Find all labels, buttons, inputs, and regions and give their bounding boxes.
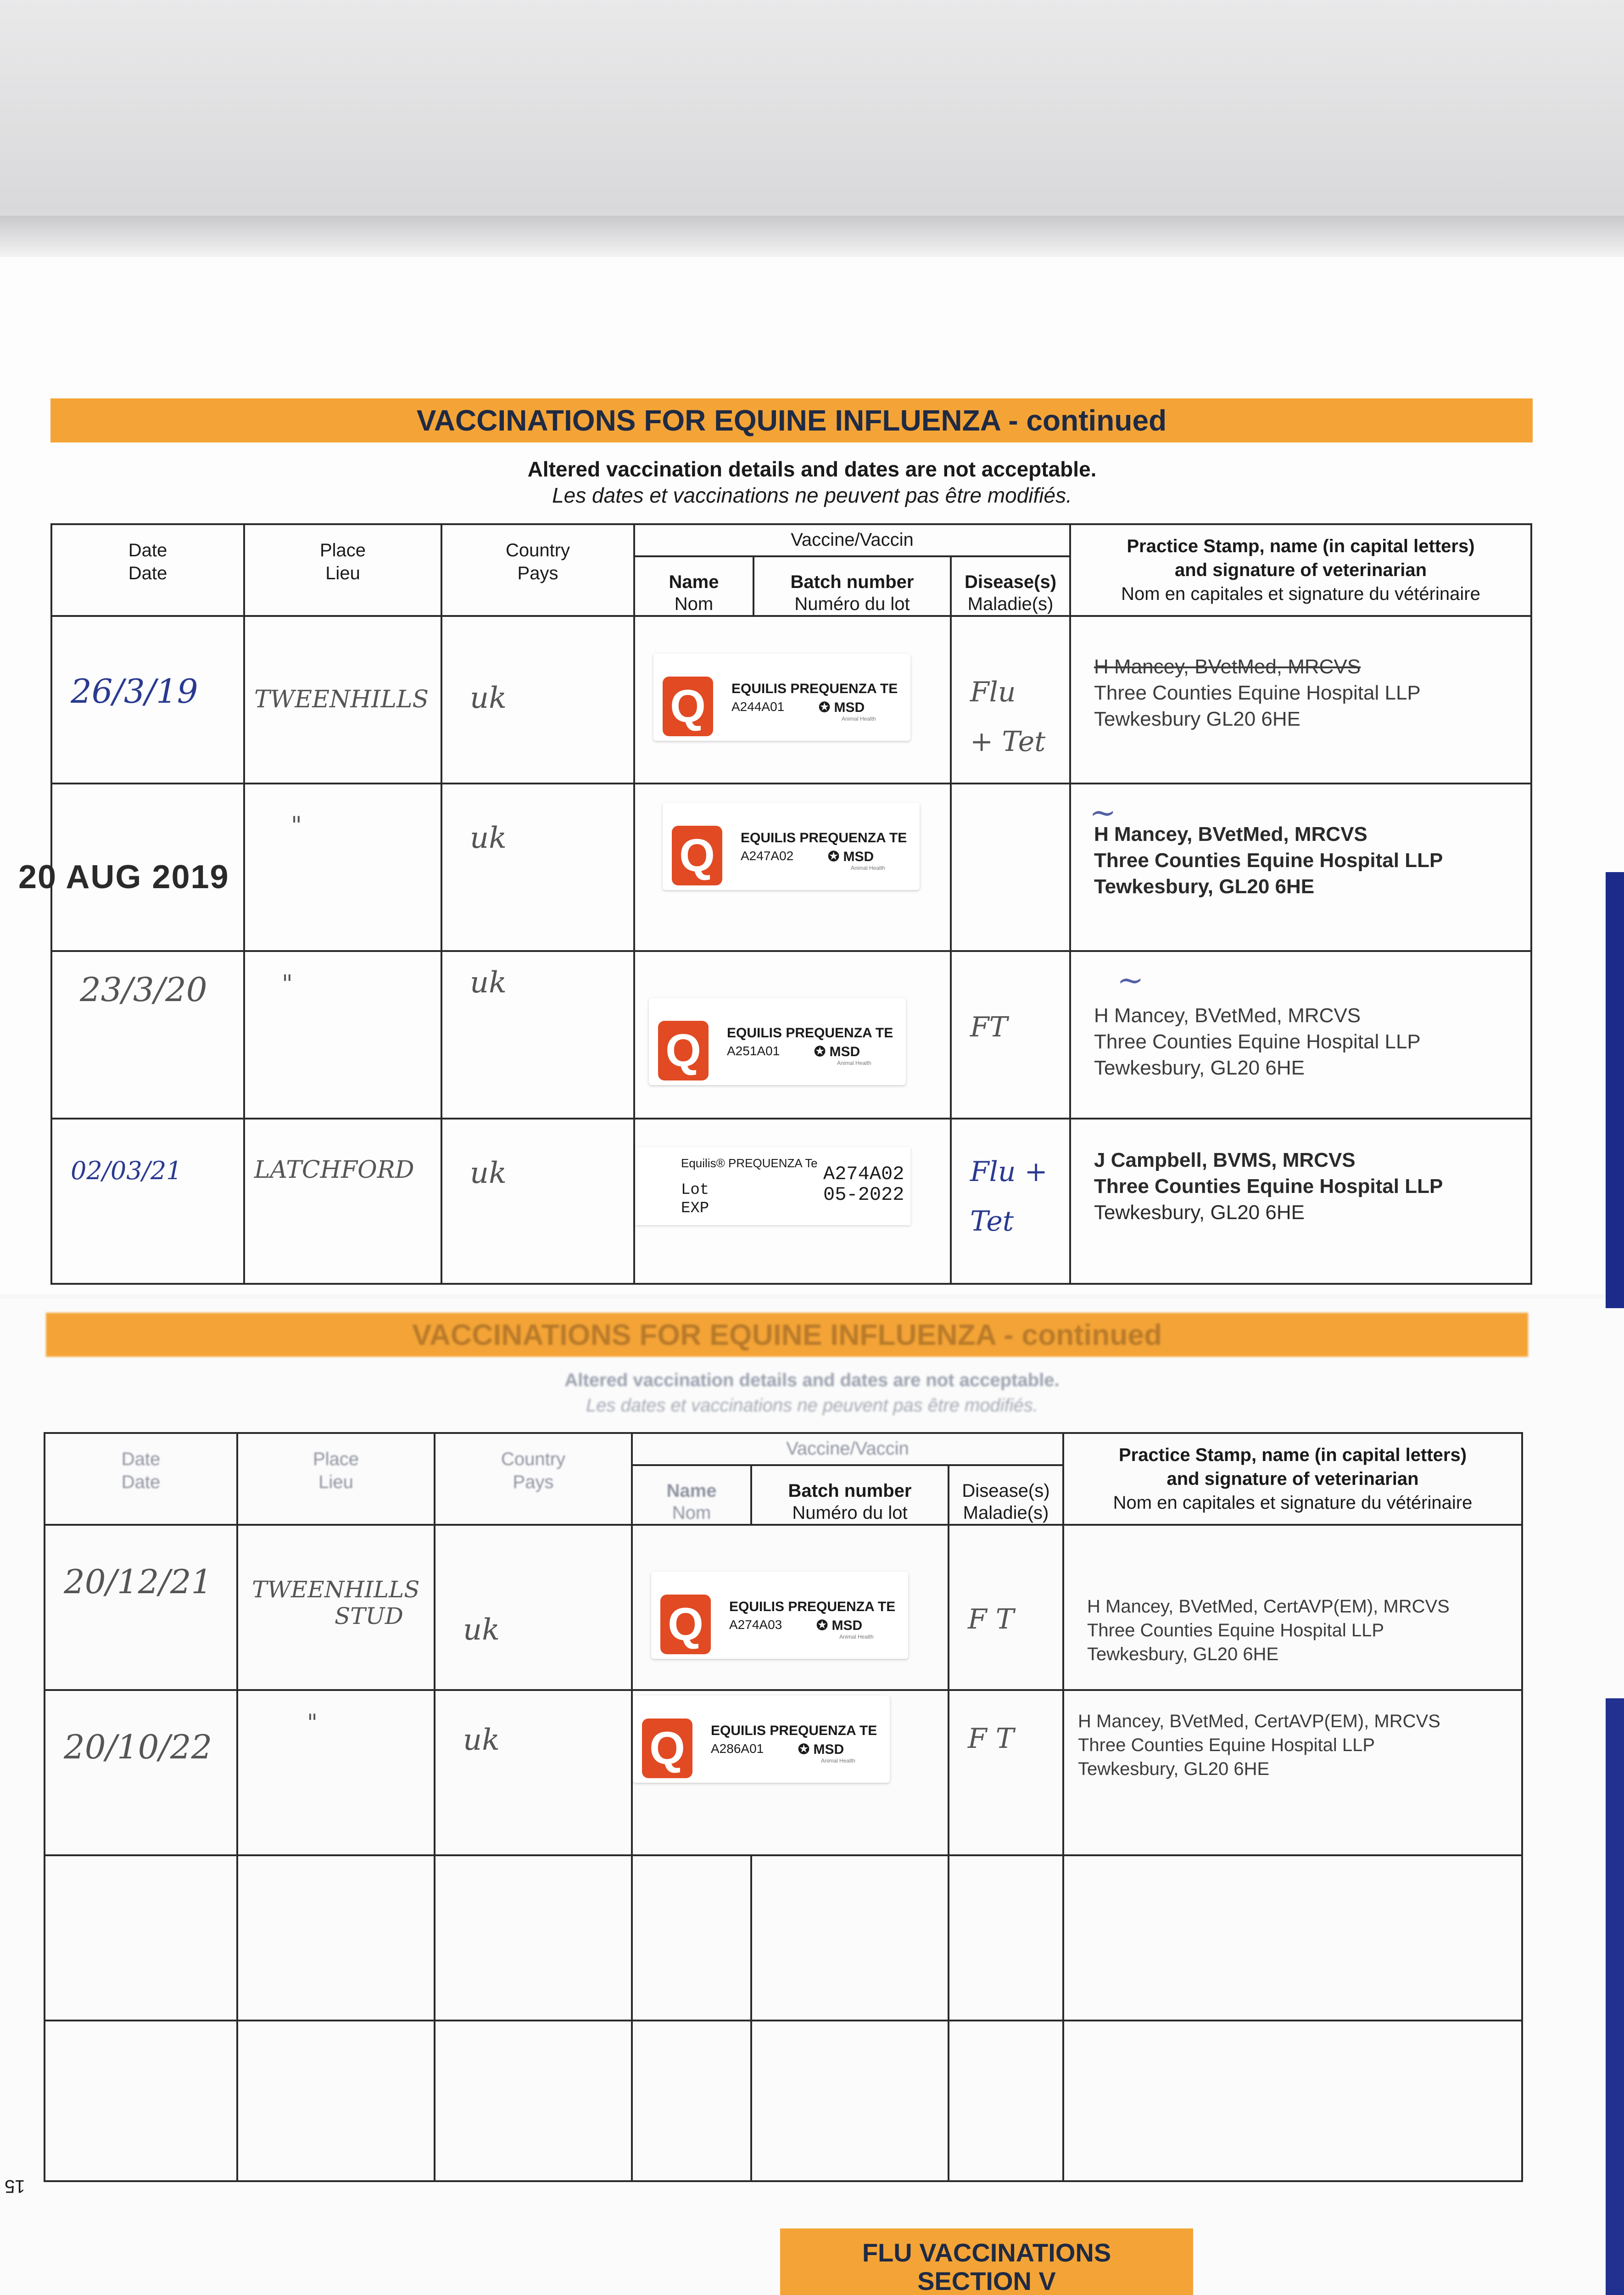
stamp-vet-name: H Mancey, BVetMed, CertAVP(EM), MRCVS (1078, 1711, 1440, 1731)
disease-line: FT (970, 1011, 1008, 1043)
vet-signature: ~ (1117, 961, 1144, 999)
vaccine-sticker (651, 1572, 908, 1659)
vaccine-name: EQUILIS PREQUENZA TE (731, 681, 898, 696)
vaccine-sticker (635, 1147, 910, 1225)
disease-cell (951, 951, 1070, 1119)
scanner-background (0, 0, 1624, 298)
disease-cell (951, 616, 1070, 784)
disease-cell (951, 1119, 1070, 1284)
vaccination-table-page-1 (50, 523, 1532, 1285)
header-batch: Batch number Numéro du lot (753, 556, 951, 616)
header-vaccine: Vaccine/Vaccin (632, 1433, 1063, 1465)
vaccination-date: 20/12/21 (45, 1525, 237, 1690)
vaccination-place: " (244, 951, 441, 1119)
page-number: 15 (5, 2176, 25, 2196)
stamp-cell (1063, 1525, 1522, 1690)
disease-cell (951, 784, 1070, 951)
disease-cell (949, 1525, 1063, 1690)
batch-number: A247A02 (741, 849, 794, 863)
page-fold-shadow (0, 216, 1624, 257)
msd-subtitle: Animal Health (839, 1634, 874, 1640)
table-row (45, 1690, 1522, 1855)
stamp-address: Tewkesbury, GL20 6HE (1078, 1759, 1270, 1779)
exp-label: EXP (681, 1200, 709, 1217)
vaccine-name: EQUILIS PREQUENZA TE (711, 1723, 877, 1738)
book-edge (1606, 1698, 1624, 2295)
stamp-vet-name: J Campbell, BVMS, MRCVS (1094, 1149, 1356, 1171)
stamp-practice: Three Counties Equine Hospital LLP (1087, 1620, 1384, 1640)
vaccine-sticker (653, 654, 910, 741)
stamp-address: Tewkesbury, GL20 6HE (1094, 1057, 1305, 1080)
header-date: Date Date (45, 1433, 237, 1525)
stamp-cell (1063, 1690, 1522, 1855)
vaccine-label-cell (634, 951, 951, 1119)
vaccine-name: EQUILIS PREQUENZA TE (727, 1025, 893, 1041)
prequenza-logo-icon: Q (658, 1021, 709, 1080)
stamp-vet-name: H Mancey, BVetMed, CertAVP(EM), MRCVS (1087, 1596, 1450, 1617)
vaccination-country: uk (441, 616, 634, 784)
empty-cell (45, 1855, 237, 2021)
vaccine-name: Equilis® PREQUENZA Te (681, 1156, 818, 1170)
prequenza-logo-icon: Q (663, 677, 713, 736)
empty-cell (949, 1855, 1063, 2021)
vaccine-label-cell (634, 784, 951, 951)
stamp-address: Tewkesbury, GL20 6HE (1087, 1644, 1279, 1664)
msd-logo-icon: ✪ MSD (798, 1742, 844, 1757)
form-title-banner (46, 1313, 1528, 1357)
vet-signature: ~ (1089, 794, 1116, 831)
section-footer (780, 2228, 1193, 2295)
vaccine-label-cell (634, 616, 951, 784)
lot-label: Lot (681, 1181, 709, 1199)
table-row (45, 2021, 1522, 2181)
notice-english: Altered vaccination details and dates are not acceptable. (564, 1370, 1060, 1390)
empty-cell (632, 1855, 751, 2021)
table-row (51, 616, 1531, 784)
vaccination-date: 26/3/19 (51, 616, 244, 784)
notice-french: Les dates et vaccinations ne peuvent pas être modifiés. (586, 1395, 1038, 1416)
disease-line: Flu + (970, 1156, 1048, 1188)
empty-cell (632, 2021, 751, 2181)
vaccination-table-page-2 (44, 1432, 1523, 2182)
header-disease: Disease(s) Maladie(s) (949, 1465, 1063, 1525)
stamp-cell (1070, 1119, 1531, 1284)
stamp-address: Tewkesbury GL20 6HE (1094, 708, 1300, 731)
disease-line: + Tet (970, 726, 1046, 758)
batch-number: A251A01 (727, 1044, 780, 1058)
vaccine-label-cell (632, 1525, 949, 1690)
table-row (51, 1119, 1531, 1284)
batch-number: A244A01 (731, 700, 785, 714)
table-row (45, 1525, 1522, 1690)
header-date: Date Date (51, 524, 244, 616)
vaccination-place: TWEENHILLS (244, 616, 441, 784)
footer-line: SECTION V (917, 2266, 1056, 2295)
place-line: TWEENHILLS (252, 1576, 420, 1603)
table-row (51, 784, 1531, 951)
disease-line: F T (968, 1603, 1014, 1635)
stamp-practice: Three Counties Equine Hospital LLP (1094, 682, 1421, 705)
vaccination-place: " (244, 784, 441, 951)
form-title-banner (50, 398, 1533, 442)
empty-cell (751, 1855, 949, 2021)
empty-cell (435, 1855, 632, 2021)
vaccine-name: EQUILIS PREQUENZA TE (741, 830, 907, 845)
header-country: Country Pays (435, 1433, 632, 1525)
vaccine-sticker (663, 803, 920, 890)
vet-stamp (1078, 1709, 1440, 1781)
vaccination-place: LATCHFORD (244, 1119, 441, 1284)
header-name: Name Nom (634, 556, 753, 616)
empty-cell (949, 2021, 1063, 2181)
vaccination-country: uk (441, 784, 634, 951)
vet-stamp (1094, 1002, 1421, 1081)
footer-line: FLU VACCINATIONS (862, 2238, 1111, 2267)
msd-subtitle: Animal Health (821, 1758, 855, 1764)
stamp-vet-name: H Mancey, BVetMed, MRCVS (1094, 823, 1367, 845)
disease-line: F T (968, 1723, 1014, 1755)
header-place: Place Lieu (244, 524, 441, 616)
empty-cell (751, 2021, 949, 2181)
header-country: Country Pays (441, 524, 634, 616)
stamp-cell (1070, 784, 1531, 951)
empty-cell (1063, 2021, 1522, 2181)
stamp-practice: Three Counties Equine Hospital LLP (1078, 1735, 1375, 1755)
header-batch: Batch number Numéro du lot (751, 1465, 949, 1525)
vaccination-date: 23/3/20 (51, 951, 244, 1119)
date-received-stamp: 20 AUG 2019 (18, 859, 229, 896)
table-row (51, 951, 1531, 1119)
vaccination-place (237, 1525, 435, 1690)
header-vaccine: Vaccine/Vaccin (634, 524, 1070, 556)
vaccination-country: uk (441, 1119, 634, 1284)
disease-line: Tet (970, 1205, 1014, 1237)
prequenza-logo-icon: Q (660, 1595, 711, 1654)
stamp-vet-name: H Mancey, BVetMed, MRCVS (1094, 1004, 1361, 1027)
stamp-cell (1070, 951, 1531, 1119)
disease-line: Flu (970, 676, 1016, 708)
vaccination-country: uk (441, 951, 634, 1119)
empty-cell (435, 2021, 632, 2181)
prequenza-logo-icon: Q (672, 826, 722, 885)
batch-number: A274A03 (729, 1618, 782, 1632)
header-practice-stamp: Practice Stamp, name (in capital letters) and signature of veterinarian Nom en capitales et signature du vétérinaire (1070, 524, 1531, 616)
prequenza-logo-icon: Q (642, 1718, 692, 1778)
form-title: VACCINATIONS FOR EQUINE INFLUENZA - continued (416, 404, 1167, 437)
book-edge (1606, 872, 1624, 1308)
table-row (45, 1855, 1522, 2021)
msd-logo-icon: ✪ MSD (828, 849, 874, 864)
batch-number: A286A01 (711, 1741, 764, 1756)
stamp-practice: Three Counties Equine Hospital LLP (1094, 1030, 1421, 1053)
stamp-cell (1070, 616, 1531, 784)
place-line: " (307, 1709, 318, 1736)
notice-french: Les dates et vaccinations ne peuvent pas être modifiés. (552, 483, 1072, 507)
header-practice-stamp: Practice Stamp, name (in capital letters) and signature of veterinarian Nom en capitales et signature du vétérinaire (1063, 1433, 1522, 1525)
msd-subtitle: Animal Health (851, 865, 885, 871)
vaccination-date: 20/10/22 (45, 1690, 237, 1855)
vet-stamp (1087, 1595, 1450, 1666)
empty-cell (237, 1855, 435, 2021)
vaccine-sticker (633, 1696, 890, 1783)
vet-stamp (1094, 1147, 1443, 1226)
stamp-address: Tewkesbury, GL20 6HE (1094, 1201, 1305, 1224)
form-title: VACCINATIONS FOR EQUINE INFLUENZA - continued (412, 1318, 1162, 1351)
vaccine-label-cell (632, 1690, 949, 1855)
vaccine-label-cell (634, 1119, 951, 1284)
stamp-vet-name: H Mancey, BVetMed, MRCVS (1094, 655, 1361, 678)
msd-logo-icon: ✪ MSD (816, 1618, 863, 1633)
vet-stamp (1094, 654, 1421, 733)
stamp-address: Tewkesbury, GL20 6HE (1094, 875, 1315, 898)
batch-number: A274A02 (823, 1163, 904, 1185)
msd-subtitle: Animal Health (837, 1060, 871, 1066)
header-disease: Disease(s) Maladie(s) (951, 556, 1070, 616)
vaccination-country: uk (435, 1690, 632, 1855)
vet-stamp (1094, 821, 1443, 900)
stamp-practice: Three Counties Equine Hospital LLP (1094, 1175, 1443, 1198)
disease-cell (949, 1690, 1063, 1855)
vaccine-name: EQUILIS PREQUENZA TE (729, 1599, 896, 1614)
vaccination-place (237, 1690, 435, 1855)
place-line: STUD (335, 1603, 403, 1629)
empty-cell (45, 2021, 237, 2181)
empty-cell (237, 2021, 435, 2181)
msd-logo-icon: ✪ MSD (814, 1044, 860, 1059)
vaccine-sticker (649, 998, 906, 1085)
header-name: Name Nom (632, 1465, 751, 1525)
notice-english: Altered vaccination details and dates are not acceptable. (527, 457, 1097, 481)
header-place: Place Lieu (237, 1433, 435, 1525)
msd-subtitle: Animal Health (842, 716, 876, 722)
msd-logo-icon: ✪ MSD (819, 700, 865, 715)
vaccination-date: 02/03/21 (51, 1119, 244, 1284)
stamp-practice: Three Counties Equine Hospital LLP (1094, 849, 1443, 872)
expiry-date: 05-2022 (823, 1184, 904, 1206)
empty-cell (1063, 1855, 1522, 2021)
vaccination-country: uk (435, 1525, 632, 1690)
